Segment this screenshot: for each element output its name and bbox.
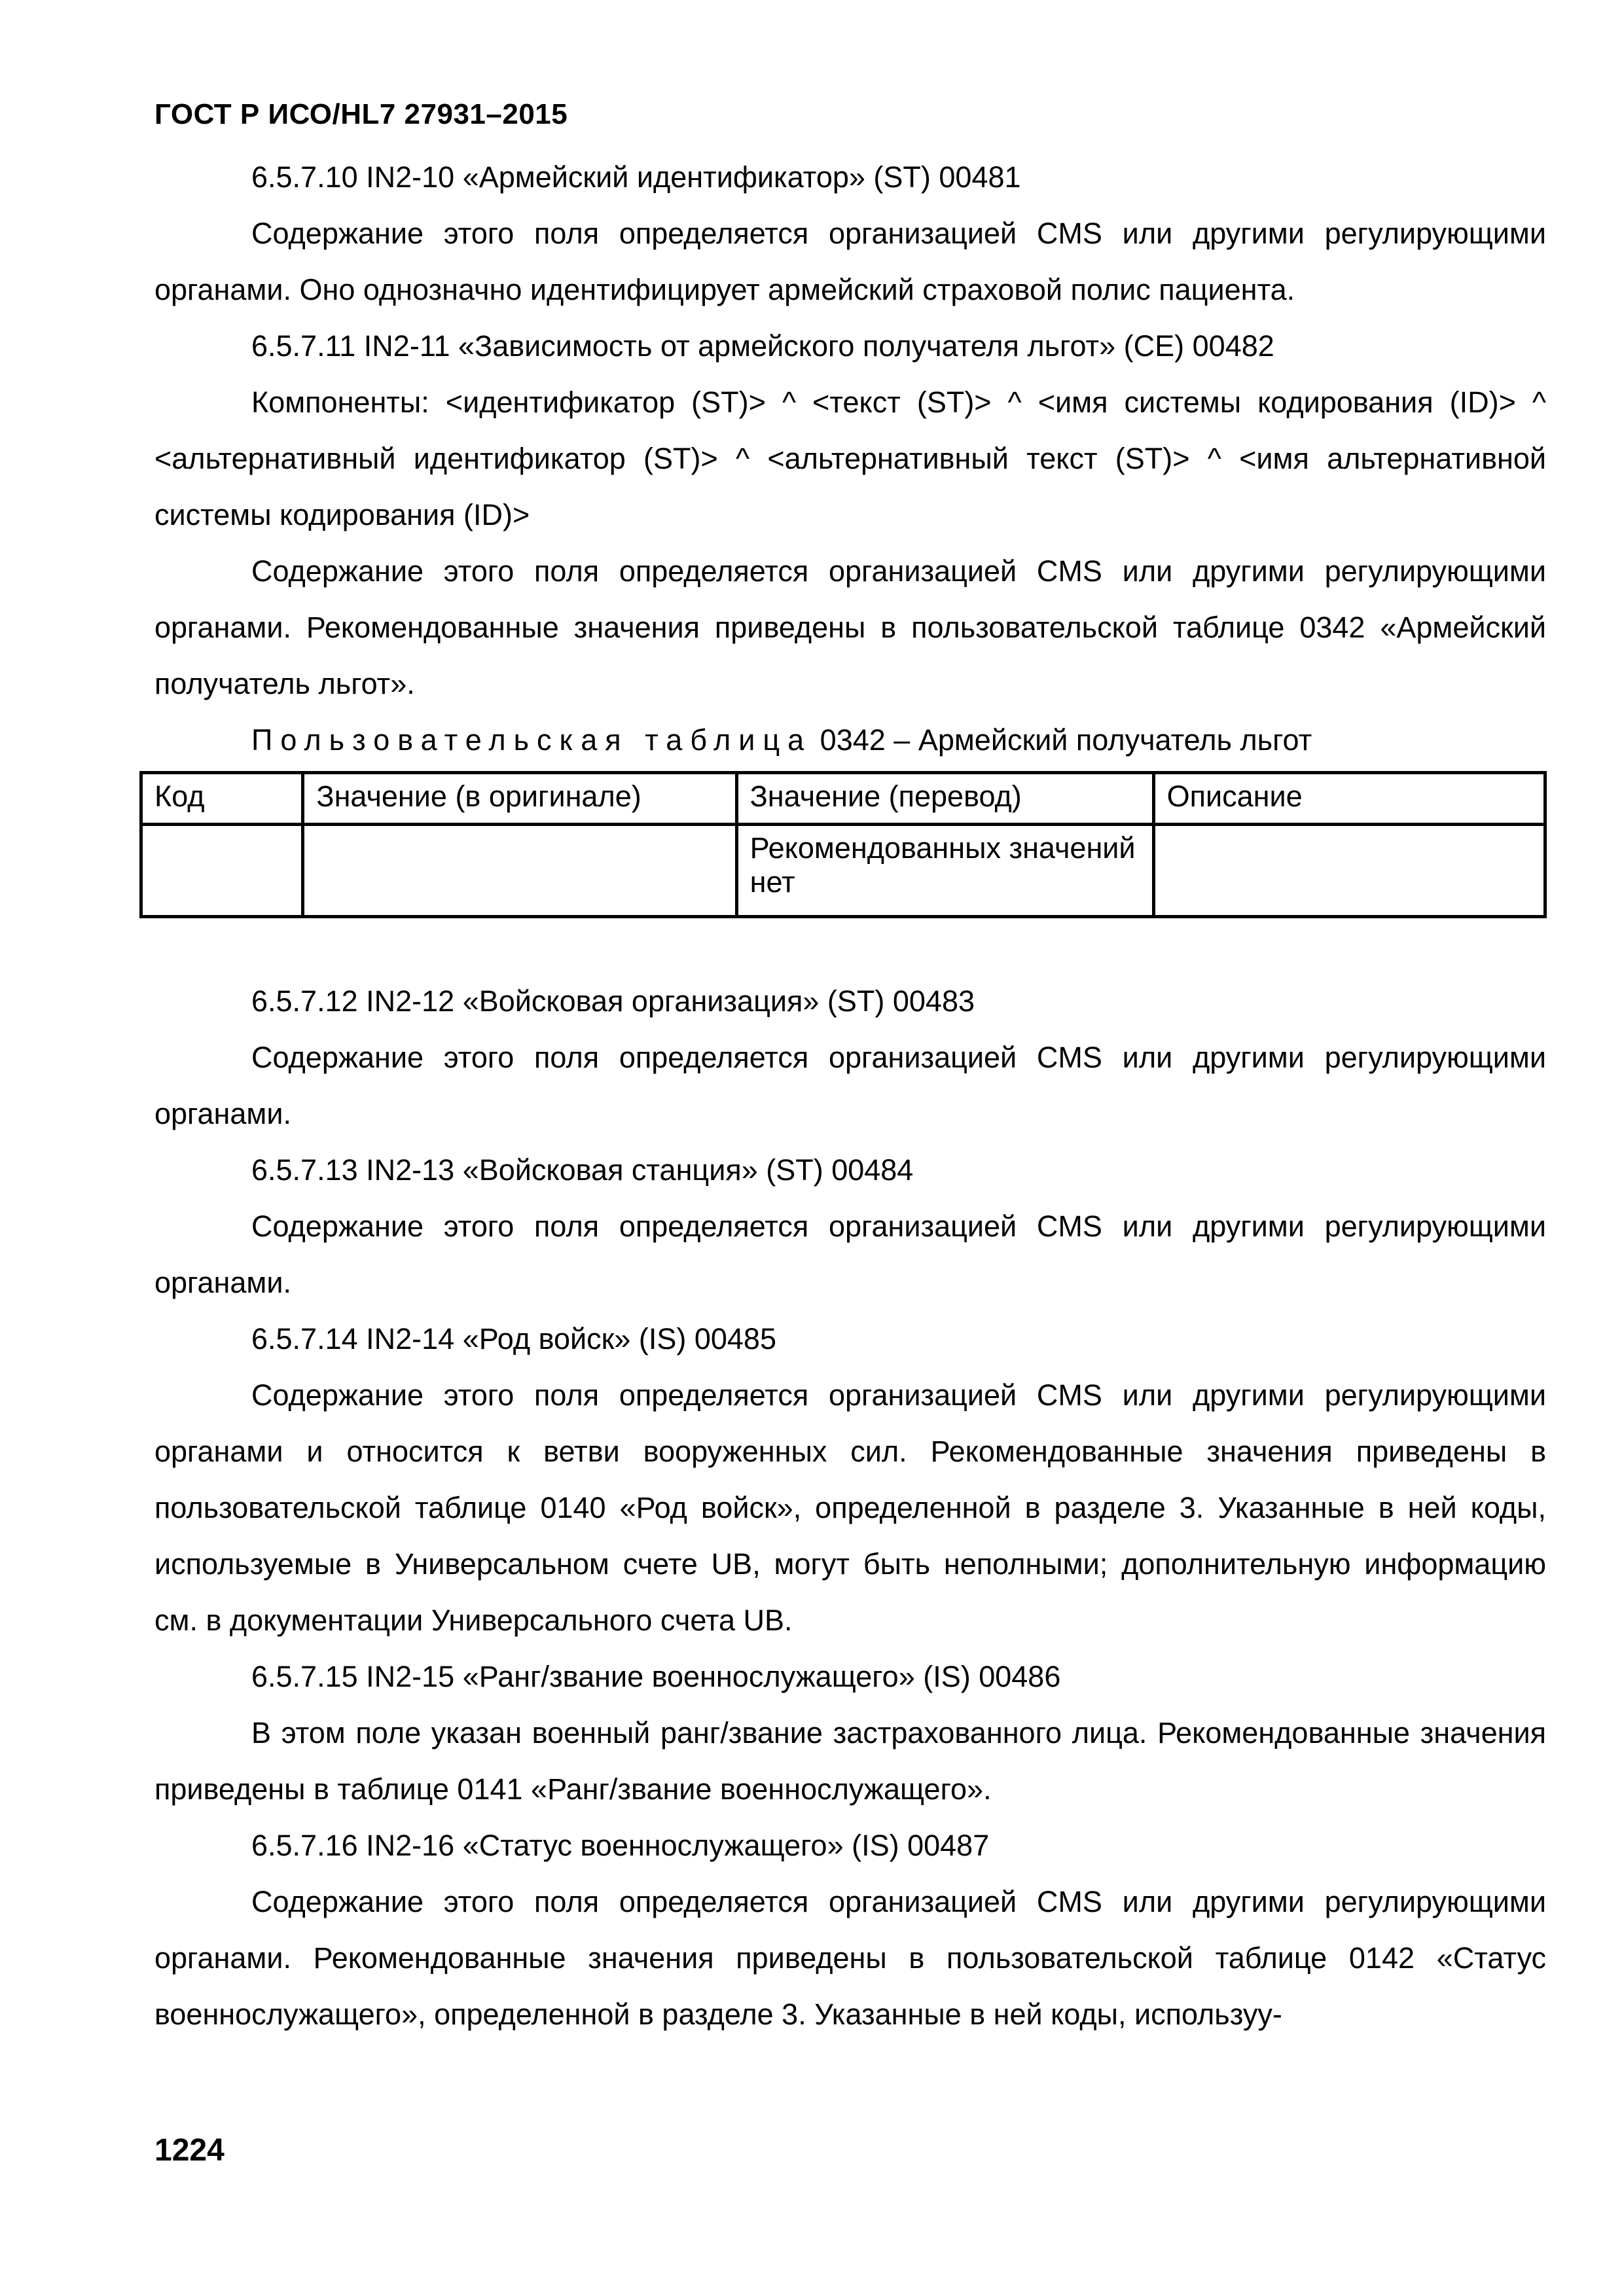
- section-text-6-5-7-12: Содержание этого поля определяется организацией CMS или другими регулирующими органами.: [154, 1041, 1546, 1130]
- standard-header: ГОСТ Р ИСО/HL7 27931–2015: [154, 98, 568, 130]
- column-header-description: Описание: [1153, 773, 1545, 825]
- section-heading-6-5-7-10: 6.5.7.10 IN2-10 «Армейский идентификатор» (ST) 00481: [251, 160, 1021, 194]
- section-text-6-5-7-11: Содержание этого поля определяется организацией CMS или другими регулирующими органами. Рекомендованные значения приведены в пользовательской таблице 0342 «Армейский получатель льгот».: [154, 554, 1546, 700]
- section-heading-6-5-7-13: 6.5.7.13 IN2-13 «Войсковая станция» (ST) 00484: [251, 1153, 914, 1187]
- table-caption-title: 0342 – Армейский получатель льгот: [812, 723, 1312, 757]
- section-text-6-5-7-13: Содержание этого поля определяется организацией CMS или другими регулирующими органами.: [154, 1210, 1546, 1299]
- table-cell-code: [141, 825, 303, 917]
- section-heading-6-5-7-12: 6.5.7.12 IN2-12 «Войсковая организация» (ST) 00483: [251, 984, 975, 1018]
- user-table-0342: [139, 771, 1547, 918]
- table-cell-description: [1153, 825, 1545, 917]
- page-content: [154, 149, 1546, 2043]
- section-text-6-5-7-16: Содержание этого поля определяется организацией CMS или другими регулирующими органами. Рекомендованные значения приведены в пользовательской таблице 0142 «Статус военнослужащего», определенной в разделе 3. Указанные в ней коды, используу-: [154, 1885, 1546, 2031]
- section-heading-6-5-7-16: 6.5.7.16 IN2-16 «Статус военнослужащего» (IS) 00487: [251, 1829, 990, 1862]
- table-cell-translated-value: Рекомендованных значений нет: [736, 825, 1153, 917]
- table-cell-original-value: [303, 825, 736, 917]
- section-heading-6-5-7-15: 6.5.7.15 IN2-15 «Ранг/звание военнослужащего» (IS) 00486: [251, 1660, 1061, 1693]
- section-components-6-5-7-11: Компоненты: <идентификатор (ST)> ^ <текст (ST)> ^ <имя системы кодирования (ID)> ^ <альтернативный идентификатор (ST)> ^ <альтернативный текст (ST)> ^ <имя альтернативной системы кодирования (ID)>: [154, 386, 1546, 531]
- section-text-6-5-7-10: Содержание этого поля определяется организацией CMS или другими регулирующими органами. Оно однозначно идентифицирует армейский страховой полис пациента.: [154, 217, 1546, 306]
- column-header-original-value: Значение (в оригинале): [303, 773, 736, 825]
- table-header-row: [141, 773, 1545, 825]
- page-number: 1224: [154, 2133, 225, 2168]
- section-heading-6-5-7-11: 6.5.7.11 IN2-11 «Зависимость от армейского получателя льгот» (СЕ) 00482: [251, 329, 1274, 363]
- section-text-6-5-7-15: В этом поле указан военный ранг/звание застрахованного лица. Рекомендованные значения приведены в таблице 0141 «Ранг/звание военнослужащего».: [154, 1716, 1546, 1806]
- table-caption: [154, 712, 1546, 768]
- table-caption-label: Пользовательская таблица: [251, 723, 812, 757]
- section-text-6-5-7-14: Содержание этого поля определяется организацией CMS или другими регулирующими органами и относится к ветви вооруженных сил. Рекомендованные значения приведены в пользовательской таблице 0140 «Род войск», определенной в разделе 3. Указанные в ней коды, используемые в Универсальном счете UB, могут быть неполными; дополнительную информацию см. в документации Универсального счета UB.: [154, 1378, 1546, 1637]
- column-header-translated-value: Значение (перевод): [736, 773, 1153, 825]
- section-heading-6-5-7-14: 6.5.7.14 IN2-14 «Род войск» (IS) 00485: [251, 1322, 776, 1355]
- column-header-code: Код: [141, 773, 303, 825]
- table-row: [141, 825, 1545, 917]
